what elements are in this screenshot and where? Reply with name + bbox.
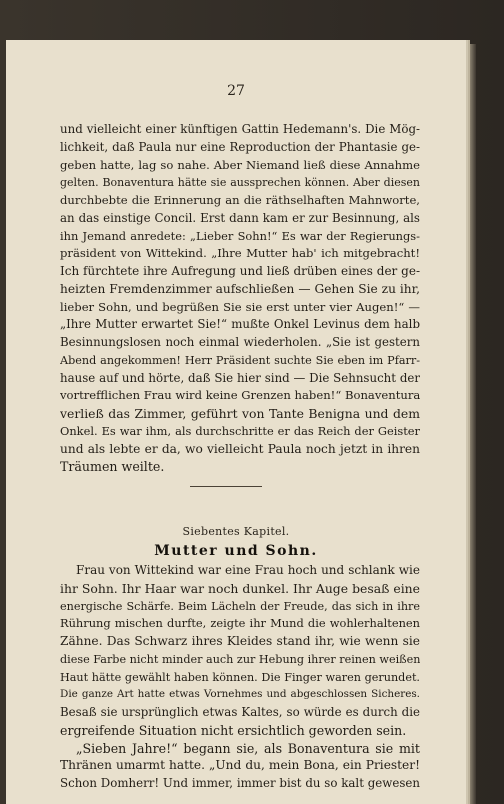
chapter-label: Siebentes Kapitel.: [182, 525, 290, 538]
book-page: [6, 40, 466, 804]
text-line: „Sieben Jahre!“ begann sie, als Bonaventura sie mit: [76, 740, 420, 756]
section-divider: [190, 486, 262, 487]
text-line: an das einstige Concil. Erst dann kam er zur Besinnung, als: [60, 210, 420, 225]
text-line: Onkel. Es war ihm, als durchschritte er das Reich der Geister: [60, 423, 420, 438]
text-line: diese Farbe nicht minder auch zur Hebung ihrer reinen weißen: [60, 652, 420, 666]
paragraph-1: [60, 121, 420, 476]
text-line: Thränen umarmt hatte. „Und du, mein Bona, ein Priester!: [60, 758, 420, 773]
text-line: Frau von Wittekind war eine Frau hoch und schlank wie: [76, 563, 420, 577]
text-line: ihr Sohn. Ihr Haar war noch dunkel. Ihr Auge besaß eine: [60, 580, 420, 596]
text-line: durchbebte die Erinnerung an die räthselhaften Mahnworte,: [60, 193, 420, 207]
text-line: lichkeit, daß Paula nur eine Reproduction der Phantasie ge-: [60, 139, 420, 154]
page-edge: [466, 44, 476, 804]
text-line: Ich fürchtete ihre Aufregung und ließ drüben eines der ge-: [60, 264, 420, 278]
text-line: Abend angekommen! Herr Präsident suchte Sie eben im Pfarr-: [60, 353, 420, 367]
text-line: heizten Fremdenzimmer aufschließen — Gehen Sie zu ihr,: [60, 281, 420, 296]
text-line: Schon Domherr! Und immer, immer bist du so kalt gewesen: [60, 776, 420, 790]
page-number: 27: [227, 83, 245, 99]
text-line: ergreifende Situation nicht ersichtlich geworden sein.: [60, 722, 407, 738]
text-line: energische Schärfe. Beim Lächeln der Freude, das sich in ihre: [60, 599, 420, 613]
paragraph-2: [60, 562, 420, 793]
text-line: Träumen weilte.: [60, 459, 165, 475]
chapter-title: Mutter und Sohn.: [154, 543, 318, 559]
text-line: Rührung mischen durfte, zeigte ihr Mund die wohlerhaltenen: [60, 616, 420, 631]
text-line: Haut hätte gewählt haben können. Die Finger waren gerundet.: [60, 670, 420, 684]
text-line: gelten. Bonaventura hätte sie aussprechen können. Aber diesen: [60, 176, 420, 190]
text-line: und als lebte er da, wo vielleicht Paula noch jetzt in ihren: [60, 441, 420, 456]
text-line: hause auf und hörte, daß Sie hier sind — Die Sehnsucht der: [60, 370, 420, 385]
text-line: Besinnungslosen noch einmal wiederholen. „Sie ist gestern: [60, 335, 420, 349]
text-line: ihn Jemand anredete: „Lieber Sohn!“ Es war der Regierungs-: [60, 228, 420, 243]
text-line: präsident von Wittekind. „Ihre Mutter hab' ich mitgebracht!: [60, 246, 420, 261]
text-line: „Ihre Mutter erwartet Sie!“ mußte Onkel Levinus dem halb: [60, 317, 420, 332]
text-line: Die ganze Art hatte etwas Vornehmes und abgeschlossen Sicheres.: [60, 688, 420, 701]
text-line: verließ das Zimmer, geführt von Tante Benigna und dem: [60, 406, 420, 421]
text-line: Besaß sie ursprünglich etwas Kaltes, so würde es durch die: [60, 705, 420, 719]
text-line: vortrefflichen Frau wird keine Grenzen haben!“ Bonaventura: [60, 388, 420, 403]
text-line: geben hatte, lag so nahe. Aber Niemand ließ diese Annahme: [60, 157, 420, 172]
text-line: Zähne. Das Schwarz ihres Kleides stand ihr, wie wenn sie: [60, 634, 420, 648]
text-line: und vielleicht einer künftigen Gattin Hedemann's. Die Mög-: [60, 122, 420, 136]
text-line: lieber Sohn, und begrüßen Sie sie erst unter vier Augen!“ —: [60, 299, 420, 314]
